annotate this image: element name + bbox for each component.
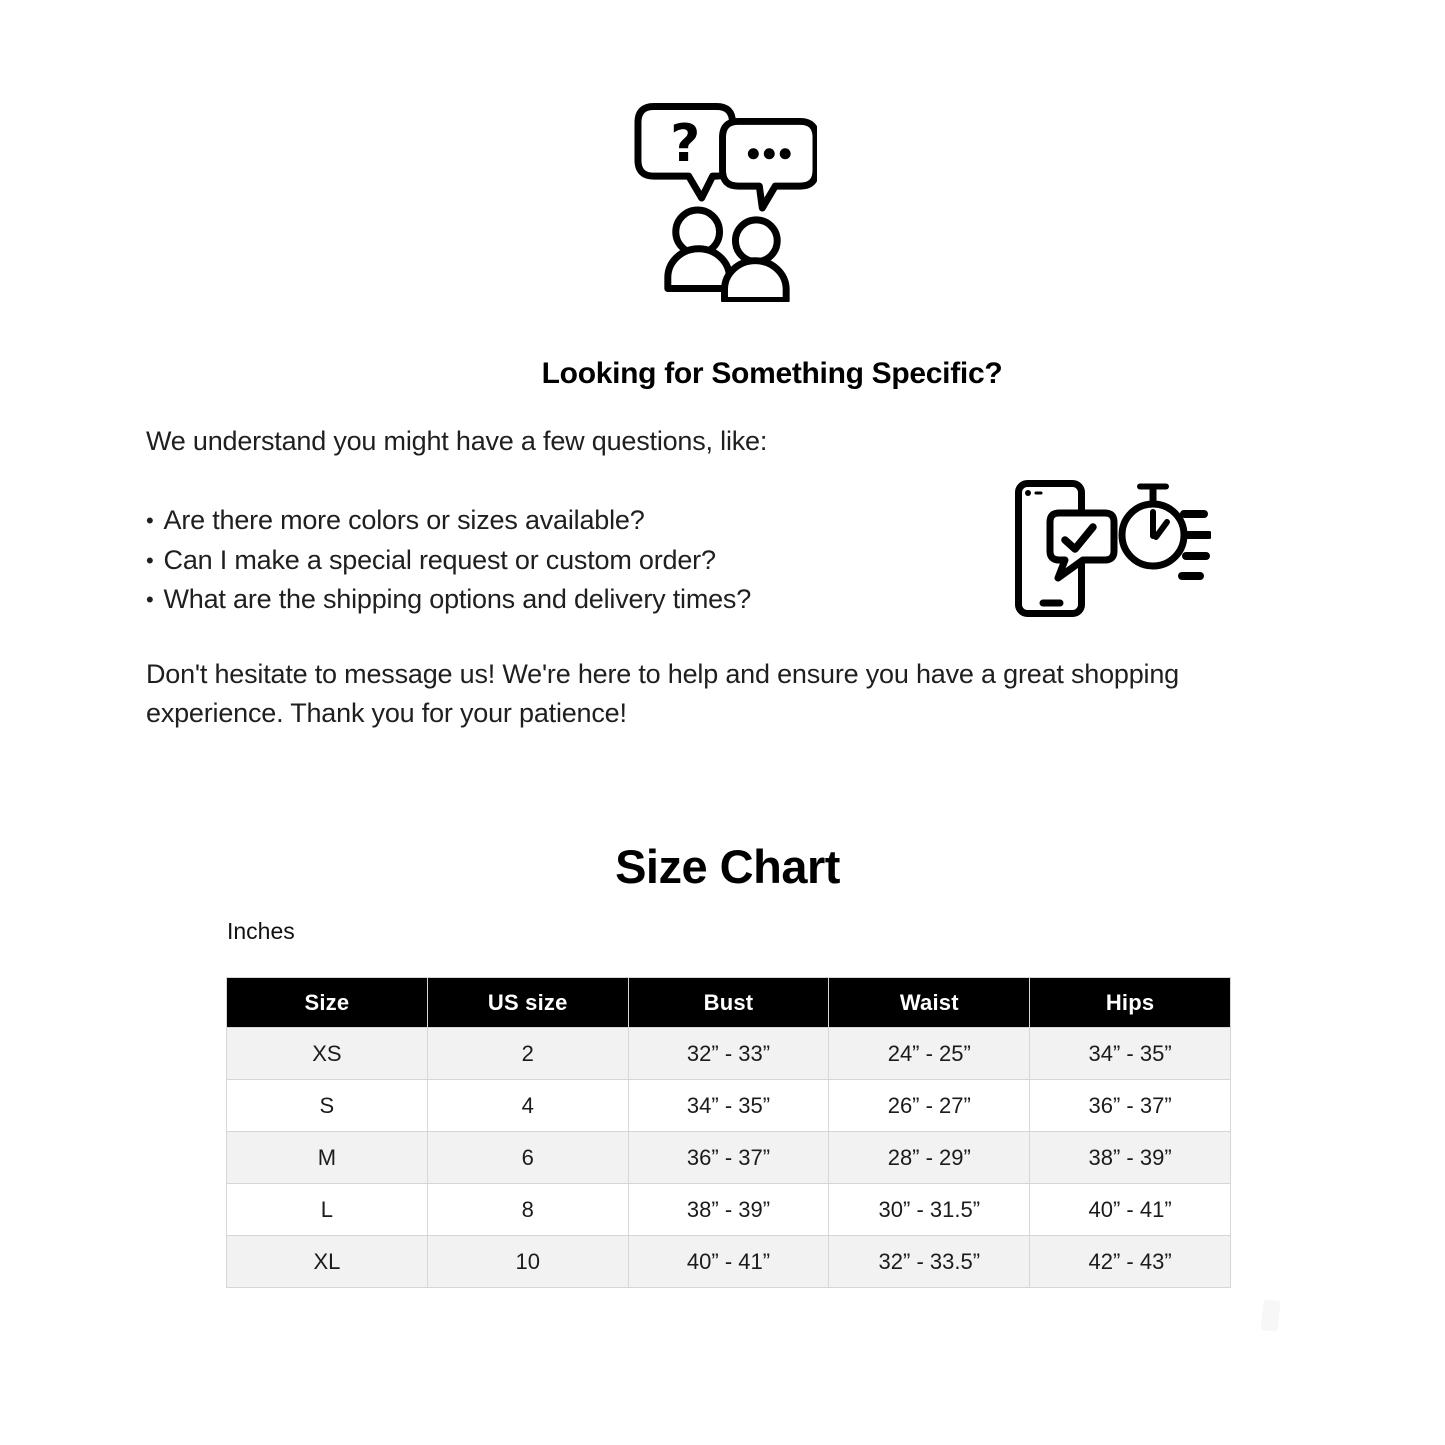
size-table-header-cell: Waist	[829, 978, 1030, 1028]
size-table-row	[227, 1132, 1231, 1184]
size-table-cell: XL	[227, 1236, 428, 1288]
size-table-header-cell: Bust	[628, 978, 829, 1028]
size-table-row	[227, 1184, 1231, 1236]
size-table-cell: M	[227, 1132, 428, 1184]
size-table-header-cell: Hips	[1030, 978, 1231, 1028]
phone-quick-reply-stopwatch-svg	[1013, 477, 1211, 622]
size-chart-table	[226, 977, 1231, 1288]
size-table-header-cell: US size	[427, 978, 628, 1028]
size-table-cell: 34” - 35”	[628, 1080, 829, 1132]
size-table-cell: 26” - 27”	[829, 1080, 1030, 1132]
size-table-cell: 32” - 33.5”	[829, 1236, 1030, 1288]
size-table-cell: 2	[427, 1028, 628, 1080]
conversation-bubbles-icon	[633, 102, 817, 302]
size-table-cell: 40” - 41”	[628, 1236, 829, 1288]
size-table-cell: 6	[427, 1132, 628, 1184]
lead-text: We understand you might have a few questions, like:	[146, 426, 768, 456]
size-table-row	[227, 1080, 1231, 1132]
closing-text: Don't hesitate to message us! We're here to help and ensure you have a great shopping experience. Thank you for your patience!	[146, 659, 1179, 728]
size-table-cell: 34” - 35”	[1030, 1028, 1231, 1080]
size-table-cell: 38” - 39”	[628, 1184, 829, 1236]
size-table-cell: 28” - 29”	[829, 1132, 1030, 1184]
size-table-cell: 40” - 41”	[1030, 1184, 1231, 1236]
size-table-cell: 30” - 31.5”	[829, 1184, 1030, 1236]
question-text: Are there more colors or sizes available?	[163, 505, 645, 535]
size-table-cell: 24” - 25”	[829, 1028, 1030, 1080]
question-list	[146, 501, 751, 620]
size-table-body	[227, 1028, 1231, 1288]
size-table-cell: 42” - 43”	[1030, 1236, 1231, 1288]
conversation-bubbles-svg	[633, 102, 817, 302]
size-table-head	[227, 978, 1231, 1028]
faint-watermark	[1260, 1299, 1280, 1332]
section-heading: Looking for Something Specific?	[541, 357, 1003, 390]
size-table-row	[227, 1236, 1231, 1288]
bullet-icon: •	[146, 547, 154, 573]
size-table-cell: 32” - 33”	[628, 1028, 829, 1080]
size-table-cell: XS	[227, 1028, 428, 1080]
size-table-cell: 38” - 39”	[1030, 1132, 1231, 1184]
size-table-cell: 8	[427, 1184, 628, 1236]
size-table-cell: S	[227, 1080, 428, 1132]
size-table-cell: 10	[427, 1236, 628, 1288]
unit-label: Inches	[227, 918, 295, 944]
size-table-cell: 36” - 37”	[628, 1132, 829, 1184]
size-table-cell: 36” - 37”	[1030, 1080, 1231, 1132]
size-table-header-row	[227, 978, 1231, 1028]
question-text: What are the shipping options and delivery times?	[163, 584, 752, 614]
question-item	[146, 541, 751, 581]
size-table-cell: L	[227, 1184, 428, 1236]
question-item	[146, 501, 751, 541]
question-text: Can I make a special request or custom order?	[163, 544, 716, 575]
svg-text:?: ?	[670, 114, 701, 175]
phone-quick-reply-stopwatch-icon	[1013, 477, 1211, 622]
bullet-icon: •	[146, 508, 154, 533]
size-table-row	[227, 1028, 1231, 1080]
bullet-icon: •	[146, 587, 154, 612]
size-chart-title: Size Chart	[615, 840, 840, 893]
size-table-header-cell: Size	[227, 978, 428, 1028]
size-table-cell: 4	[427, 1080, 628, 1132]
question-item	[146, 580, 751, 620]
